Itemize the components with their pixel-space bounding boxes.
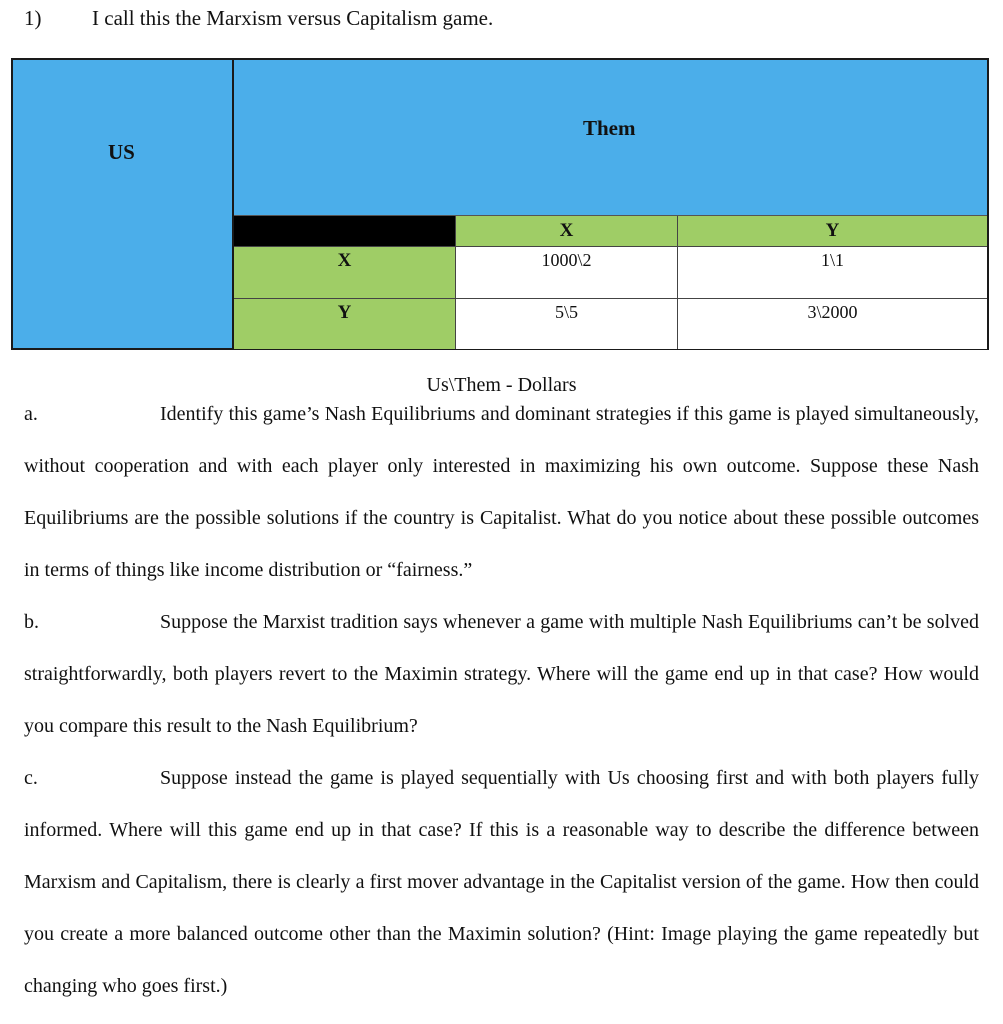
col-header-x: X	[455, 216, 677, 246]
payoff-cell-xy	[677, 246, 987, 298]
part-c	[24, 752, 979, 1012]
row-header-x-label: X	[337, 250, 352, 271]
question-title: I call this the Marxism versus Capitalism game.	[92, 6, 494, 30]
payoff-matrix	[11, 58, 989, 350]
payoff-grid	[234, 215, 987, 349]
part-b-label: b.	[24, 611, 39, 633]
row-header-y	[234, 298, 455, 349]
payoff-value: 5\5	[554, 302, 578, 322]
part-a-label: a.	[24, 403, 38, 425]
payoff-cell-xx	[455, 246, 677, 298]
part-c-label: c.	[24, 767, 38, 789]
part-b	[24, 596, 979, 752]
part-b-text: Suppose the Marxist tradition says whenever a game with multiple Nash Equilibriums can’t be solved straightforwardly, both players revert to the Maximin strategy. Where will the game end up in that case? How would you compare this result to the Nash Equilibrium?	[24, 611, 979, 737]
part-c-text: Suppose instead the game is played sequentially with Us choosing first and with both players fully informed. Where will this game end up in that case? If this is a reasonable way to describe the difference between Marxism and Capitalism, there is clearly a first mover advantage in the Capitalist version of the game. How then could you create a more balanced outcome other than the Maximin solution? (Hint: Image playing the game repeatedly but changing who goes first.)	[24, 767, 979, 997]
payoff-value: 1000\2	[541, 250, 592, 270]
table-caption: Us\Them - Dollars	[426, 374, 577, 396]
row-player-label: US	[108, 140, 135, 164]
row-header-x	[234, 246, 455, 298]
part-a-text: Identify this game’s Nash Equilibriums and dominant strategies if this game is played simultaneously, without cooperation and with each player only interested in maximizing his own outcome. Suppose these Nash Equilibriums are the possible solutions if the country is Capitalist. What do you notice about these possible outcomes in terms of things like income distribution or “fairness.”	[24, 403, 979, 581]
row-header-y-label: Y	[337, 302, 352, 323]
col-player-label: Them	[583, 116, 636, 140]
payoff-value: 3\2000	[807, 302, 858, 322]
payoff-cell-yy	[677, 298, 987, 349]
col-header-y: Y	[677, 216, 987, 246]
question-number: 1)	[24, 6, 42, 30]
payoff-cell-yx	[455, 298, 677, 349]
part-a	[24, 388, 979, 596]
corner-cell	[234, 216, 455, 246]
payoff-value: 1\1	[820, 250, 844, 270]
